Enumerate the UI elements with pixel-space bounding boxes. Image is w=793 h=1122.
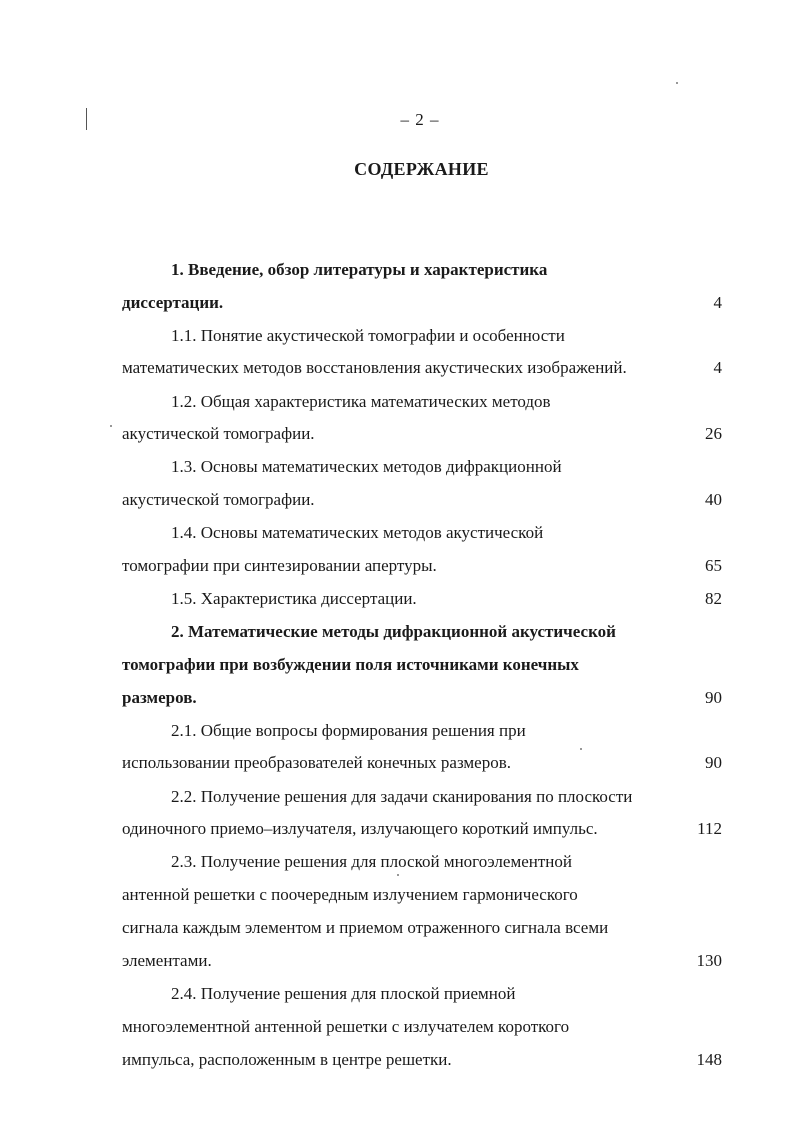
toc-entry-1-1-line-1: 1.1. Понятие акустической томографии и особенности bbox=[171, 326, 565, 345]
toc-entry-1-4-line-1: 1.4. Основы математических методов акустической bbox=[171, 523, 544, 542]
toc-entry-2-2-line-1: 2.2. Получение решения для задачи сканирования по плоскости bbox=[171, 787, 633, 806]
toc-entry-2-3-line-1: 2.3. Получение решения для плоской многоэлементной bbox=[171, 852, 572, 871]
toc-entry-1-5-line-1: 1.5. Характеристика диссертации. bbox=[171, 589, 417, 608]
toc-entry-1-4-page: 65 bbox=[705, 556, 722, 575]
toc-entry-2-line-2: томографии при возбуждении поля источниками конечных bbox=[122, 655, 579, 674]
toc-entry-1-1-page: 4 bbox=[713, 358, 722, 377]
toc-entry-2-4-line-3: импульса, расположенным в центре решетки. bbox=[122, 1050, 452, 1069]
toc-entry-1-3-line-2: акустической томографии. bbox=[122, 490, 315, 509]
toc-entry-2-page: 90 bbox=[705, 688, 722, 707]
toc-entry-2-1-page: 90 bbox=[705, 753, 722, 772]
scan-speck bbox=[676, 82, 678, 84]
toc-entry-1-line-1: 1. Введение, обзор литературы и характеристика bbox=[171, 260, 548, 279]
toc-entry-2-4-line-2: многоэлементной антенной решетки с излучателем короткого bbox=[122, 1017, 570, 1036]
toc-entry-2-2-page: 112 bbox=[697, 819, 722, 838]
toc-entry-1-2-line-2: акустической томографии. bbox=[122, 424, 315, 443]
toc-entry-2-4-page: 148 bbox=[696, 1050, 722, 1069]
toc-entry-1-4-line-2: томографии при синтезировании апертуры. bbox=[122, 556, 437, 575]
toc-entry-2-1-line-2: использовании преобразователей конечных размеров. bbox=[122, 753, 512, 772]
page-number: – 2 – bbox=[400, 110, 440, 129]
toc-entry-2-3-page: 130 bbox=[696, 951, 722, 970]
toc-entry-2-4-line-1: 2.4. Получение решения для плоской приемной bbox=[171, 984, 516, 1003]
toc-entry-2-3-line-4: элементами. bbox=[122, 951, 212, 970]
toc-entry-1-1-line-2: математических методов восстановления акустических изображений. bbox=[122, 358, 627, 377]
toc-entry-2-line-3: размеров. bbox=[122, 688, 197, 707]
toc-entry-1-3-line-1: 1.3. Основы математических методов дифракционной bbox=[171, 457, 562, 476]
toc-entry-1-5-page: 82 bbox=[705, 589, 722, 608]
toc-entry-1-3-page: 40 bbox=[705, 490, 722, 509]
toc-entry-2-1-line-1: 2.1. Общие вопросы формирования решения при bbox=[171, 721, 526, 740]
toc-entry-2-2-line-2: одиночного приемо–излучателя, излучающего короткий импульс. bbox=[122, 819, 598, 838]
toc-entry-1-2-line-1: 1.2. Общая характеристика математических методов bbox=[171, 392, 551, 411]
toc-entry-1-page: 4 bbox=[713, 293, 722, 312]
toc-entry-2-3-line-3: сигнала каждым элементом и приемом отраженного сигнала всеми bbox=[122, 918, 609, 937]
toc-entry-2-3-line-2: антенной решетки с поочередным излучением гармонического bbox=[122, 885, 578, 904]
toc-entry-1-2-page: 26 bbox=[705, 424, 722, 443]
scan-speck bbox=[580, 748, 582, 750]
scan-speck bbox=[110, 425, 112, 427]
scan-speck bbox=[397, 874, 399, 876]
toc-entry-2-line-1: 2. Математические методы дифракционной акустической bbox=[171, 622, 616, 641]
toc-entry-1-line-2: диссертации. bbox=[122, 293, 224, 312]
page-title: СОДЕРЖАНИЕ bbox=[354, 159, 489, 179]
